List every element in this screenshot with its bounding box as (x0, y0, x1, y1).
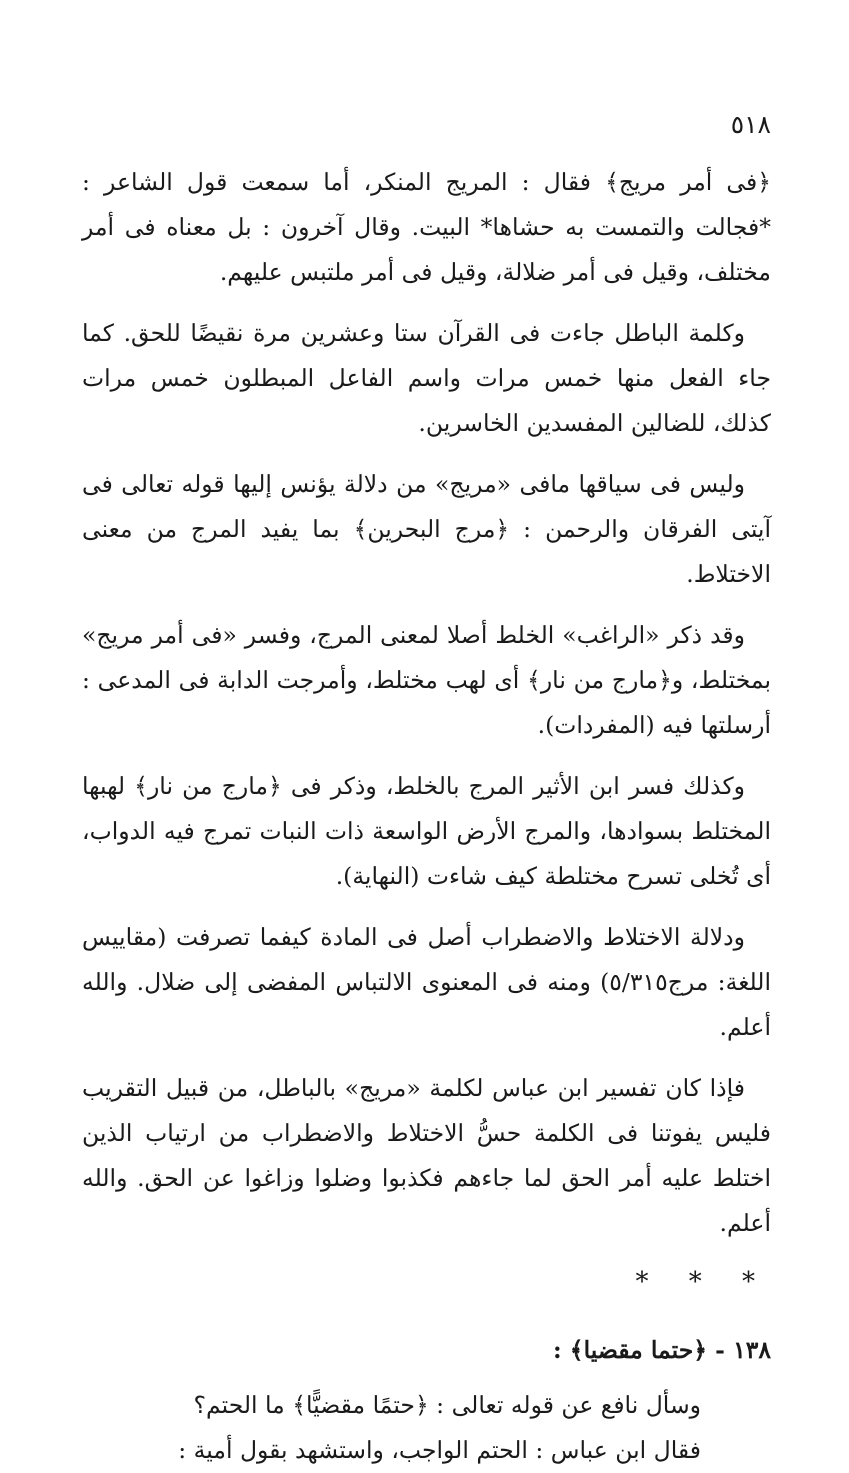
paragraph: وليس فى سياقها مافى «مريج» من دلالة يؤنس إليها قوله تعالى فى آيتى الفرقان والرحمن : ﴿مرج البحرين﴾ بما يفيد المرج من معنى الاختلاط. (82, 470, 771, 588)
paragraph: وكلمة الباطل جاءت فى القرآن ستا وعشرين مرة نقيضًا للحق. كما جاء الفعل منها خمس مرات واسم الفاعل المبطلون خمس مرات كذلك، للضالين المفسدين الخاسرين. (82, 319, 771, 437)
page-body (82, 160, 771, 1473)
entry-answer: فقال ابن عباس : الحتم الواجب، واستشهد بقول أمية : (178, 1436, 701, 1464)
paragraph: ودلالة الاختلاط والاضطراب أصل فى المادة كيفما تصرفت (مقاييس اللغة: مرج٥/٣١٥) ومنه فى المعنوى الالتباس المفضى إلى ضلال. والله أعلم. (82, 923, 771, 1041)
page-number: ٥١٨ (730, 110, 771, 139)
entry-heading: ١٣٨ - ﴿حتما مقضيا﴾ : (552, 1336, 771, 1364)
paragraph: وقد ذكر «الراغب» الخلط أصلا لمعنى المرج، وفسر «فى أمر مريج» بمختلط، و﴿مارج من نار﴾ أى لهب مختلط، وأمرجت الدابة فى المدعى : أرسلتها فيه (المفردات). (82, 621, 771, 739)
paragraph: وكذلك فسر ابن الأثير المرج بالخلط، وذكر فى ﴿مارج من نار﴾ لهبها المختلط بسوادها، والمرج الأرض الواسعة ذات النبات تمرج فيه الدواب، أى تُخلى تسرح مختلطة كيف شاءت (النهاية). (82, 772, 771, 890)
paragraph: فإذا كان تفسير ابن عباس لكلمة «مريج» بالباطل، من قبيل التقريب فليس يفوتنا فى الكلمة حسُّ الاختلاط والاضطراب من ارتياب الذين اختلط عليه أمر الحق لما جاءهم فكذبوا وضلوا وزاغوا عن الحق. والله أعلم. (82, 1074, 771, 1237)
entry-question: وسأل نافع عن قوله تعالى : ﴿حتمًا مقضيًّا﴾ ما الحتم؟ (193, 1391, 701, 1419)
section-separator: * * * (635, 1267, 771, 1297)
paragraph: ﴿فى أمر مريج﴾ فقال : المريج المنكر، أما سمعت قول الشاعر : *فجالت والتمست به حشاها* البيت. وقال آخرون : بل معناه فى أمر مختلف، وقيل فى أمر ضلالة، وقيل فى أمر ملتبس عليهم. (82, 168, 771, 286)
